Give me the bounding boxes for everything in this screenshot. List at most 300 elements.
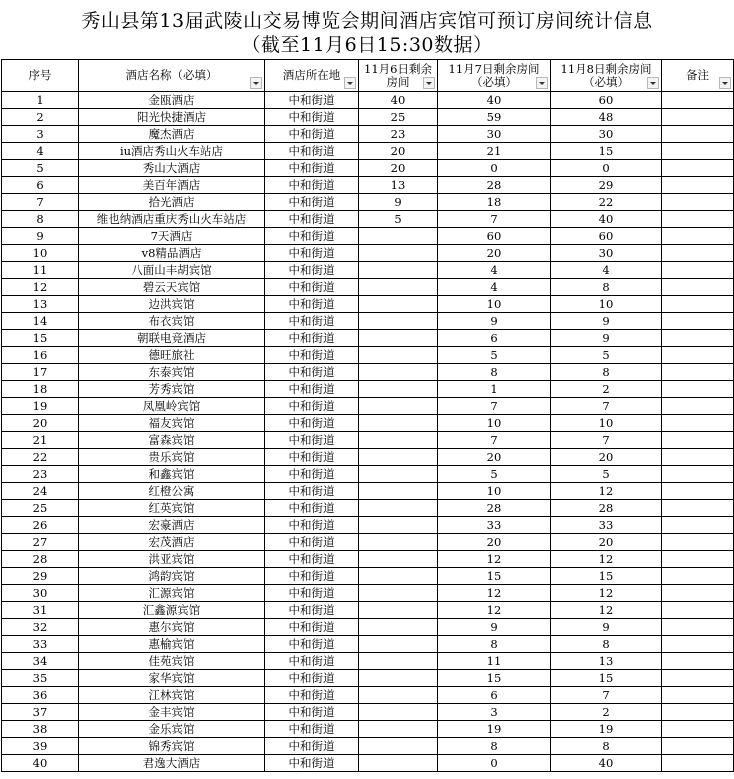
cell-nov6[interactable]: [359, 636, 438, 653]
cell-nov7[interactable]: 9: [438, 313, 551, 330]
cell-nov6[interactable]: [359, 653, 438, 670]
table-row: [2, 517, 734, 534]
cell-nov8[interactable]: 13: [551, 653, 662, 670]
cell-hotel-name[interactable]: 八面山丰胡宾馆: [79, 262, 265, 279]
cell-no[interactable]: 27: [2, 534, 79, 551]
cell-location[interactable]: 中和街道: [265, 653, 359, 670]
cell-nov8[interactable]: 22: [551, 194, 662, 211]
cell-location[interactable]: 中和街道: [265, 347, 359, 364]
cell-no[interactable]: 12: [2, 279, 79, 296]
cell-nov7[interactable]: 60: [438, 228, 551, 245]
cell-hotel-name[interactable]: 汇鑫源宾馆: [79, 602, 265, 619]
cell-nov8[interactable]: 7: [551, 432, 662, 449]
cell-nov6[interactable]: [359, 228, 438, 245]
cell-hotel-name[interactable]: 福友宾馆: [79, 415, 265, 432]
cell-no[interactable]: 23: [2, 466, 79, 483]
cell-nov7[interactable]: 4: [438, 279, 551, 296]
cell-no[interactable]: 18: [2, 381, 79, 398]
cell-no[interactable]: 13: [2, 296, 79, 313]
cell-nov6[interactable]: [359, 585, 438, 602]
table-row: [2, 347, 734, 364]
cell-nov6[interactable]: [359, 704, 438, 721]
cell-note[interactable]: [662, 585, 734, 602]
column-header-label: 11月8日剩余房间（必填）: [560, 61, 652, 89]
cell-hotel-name[interactable]: 宏茂酒店: [79, 534, 265, 551]
cell-nov8[interactable]: 15: [551, 143, 662, 160]
cell-location[interactable]: 中和街道: [265, 432, 359, 449]
cell-nov6[interactable]: [359, 313, 438, 330]
cell-no[interactable]: 19: [2, 398, 79, 415]
cell-no[interactable]: 25: [2, 500, 79, 517]
cell-nov7[interactable]: 1: [438, 381, 551, 398]
cell-note[interactable]: [662, 449, 734, 466]
cell-no[interactable]: 21: [2, 432, 79, 449]
cell-location[interactable]: 中和街道: [265, 330, 359, 347]
cell-nov7[interactable]: 8: [438, 636, 551, 653]
cell-hotel-name[interactable]: 锦秀宾馆: [79, 738, 265, 755]
cell-nov7[interactable]: 8: [438, 364, 551, 381]
cell-nov8[interactable]: 12: [551, 551, 662, 568]
cell-nov8[interactable]: 19: [551, 721, 662, 738]
cell-location[interactable]: 中和街道: [265, 449, 359, 466]
cell-nov6[interactable]: [359, 755, 438, 772]
cell-nov7[interactable]: 33: [438, 517, 551, 534]
cell-no[interactable]: 37: [2, 704, 79, 721]
cell-location[interactable]: 中和街道: [265, 551, 359, 568]
cell-note[interactable]: [662, 347, 734, 364]
cell-nov7[interactable]: 6: [438, 330, 551, 347]
cell-location[interactable]: 中和街道: [265, 92, 359, 109]
cell-location[interactable]: 中和街道: [265, 636, 359, 653]
cell-location[interactable]: 中和街道: [265, 755, 359, 772]
cell-location[interactable]: 中和街道: [265, 109, 359, 126]
cell-nov7[interactable]: 40: [438, 92, 551, 109]
cell-hotel-name[interactable]: 和鑫宾馆: [79, 466, 265, 483]
cell-hotel-name[interactable]: 维也纳酒店重庆秀山火车站店: [79, 211, 265, 228]
cell-location[interactable]: 中和街道: [265, 245, 359, 262]
cell-location[interactable]: 中和街道: [265, 228, 359, 245]
cell-note[interactable]: [662, 381, 734, 398]
cell-nov7[interactable]: 30: [438, 126, 551, 143]
cell-no[interactable]: 35: [2, 670, 79, 687]
cell-no[interactable]: 15: [2, 330, 79, 347]
cell-nov6[interactable]: [359, 432, 438, 449]
cell-nov7[interactable]: 28: [438, 500, 551, 517]
cell-no[interactable]: 17: [2, 364, 79, 381]
cell-hotel-name[interactable]: 魔杰酒店: [79, 126, 265, 143]
cell-nov7[interactable]: 6: [438, 687, 551, 704]
cell-nov6[interactable]: 9: [359, 194, 438, 211]
cell-hotel-name[interactable]: 宏豪酒店: [79, 517, 265, 534]
cell-no[interactable]: 1: [2, 92, 79, 109]
cell-nov8[interactable]: 12: [551, 602, 662, 619]
cell-nov7[interactable]: 4: [438, 262, 551, 279]
cell-location[interactable]: 中和街道: [265, 143, 359, 160]
cell-note[interactable]: [662, 636, 734, 653]
table-row: [2, 619, 734, 636]
cell-hotel-name[interactable]: 金丰宾馆: [79, 704, 265, 721]
cell-no[interactable]: 39: [2, 738, 79, 755]
cell-note[interactable]: [662, 670, 734, 687]
cell-nov6[interactable]: [359, 415, 438, 432]
cell-nov8[interactable]: 8: [551, 738, 662, 755]
cell-nov8[interactable]: 10: [551, 415, 662, 432]
cell-no[interactable]: 31: [2, 602, 79, 619]
filter-dropdown-icon[interactable]: [719, 77, 731, 89]
cell-location[interactable]: 中和街道: [265, 381, 359, 398]
cell-note[interactable]: [662, 568, 734, 585]
cell-nov7[interactable]: 12: [438, 585, 551, 602]
cell-note[interactable]: [662, 534, 734, 551]
cell-location[interactable]: 中和街道: [265, 738, 359, 755]
cell-location[interactable]: 中和街道: [265, 721, 359, 738]
cell-location[interactable]: 中和街道: [265, 279, 359, 296]
table-row: [2, 381, 734, 398]
cell-nov7[interactable]: 8: [438, 738, 551, 755]
cell-nov6[interactable]: [359, 245, 438, 262]
cell-nov6[interactable]: [359, 534, 438, 551]
cell-no[interactable]: 10: [2, 245, 79, 262]
cell-note[interactable]: [662, 398, 734, 415]
cell-no[interactable]: 3: [2, 126, 79, 143]
cell-location[interactable]: 中和街道: [265, 670, 359, 687]
cell-hotel-name[interactable]: 红橙公寓: [79, 483, 265, 500]
cell-nov8[interactable]: 7: [551, 398, 662, 415]
cell-nov7[interactable]: 20: [438, 245, 551, 262]
cell-hotel-name[interactable]: 朝联电竞酒店: [79, 330, 265, 347]
cell-no[interactable]: 2: [2, 109, 79, 126]
cell-nov6[interactable]: [359, 279, 438, 296]
cell-note[interactable]: [662, 602, 734, 619]
hotel-rooms-table: [1, 59, 734, 772]
cell-nov6[interactable]: 13: [359, 177, 438, 194]
cell-hotel-name[interactable]: v8精品酒店: [79, 245, 265, 262]
cell-note[interactable]: [662, 466, 734, 483]
cell-nov6[interactable]: [359, 364, 438, 381]
cell-nov8[interactable]: 60: [551, 92, 662, 109]
cell-hotel-name[interactable]: 惠榆宾馆: [79, 636, 265, 653]
cell-nov6[interactable]: [359, 517, 438, 534]
filter-dropdown-icon[interactable]: [536, 77, 548, 89]
cell-nov6[interactable]: [359, 483, 438, 500]
cell-nov8[interactable]: 4: [551, 262, 662, 279]
cell-no[interactable]: 38: [2, 721, 79, 738]
cell-note[interactable]: [662, 245, 734, 262]
table-row: [2, 194, 734, 211]
cell-nov7[interactable]: 7: [438, 398, 551, 415]
cell-hotel-name[interactable]: 凤凰岭宾馆: [79, 398, 265, 415]
cell-nov8[interactable]: 40: [551, 755, 662, 772]
cell-no[interactable]: 9: [2, 228, 79, 245]
cell-nov6[interactable]: [359, 262, 438, 279]
cell-location[interactable]: 中和街道: [265, 534, 359, 551]
cell-nov7[interactable]: 5: [438, 466, 551, 483]
cell-note[interactable]: [662, 619, 734, 636]
cell-note[interactable]: [662, 160, 734, 177]
cell-nov6[interactable]: 25: [359, 109, 438, 126]
cell-location[interactable]: 中和街道: [265, 313, 359, 330]
cell-hotel-name[interactable]: 阳光快捷酒店: [79, 109, 265, 126]
cell-hotel-name[interactable]: 东泰宾馆: [79, 364, 265, 381]
cell-nov8[interactable]: 28: [551, 500, 662, 517]
cell-hotel-name[interactable]: 富森宾馆: [79, 432, 265, 449]
cell-nov8[interactable]: 8: [551, 279, 662, 296]
filter-dropdown-icon[interactable]: [250, 77, 262, 89]
header-row: [2, 60, 734, 92]
cell-hotel-name[interactable]: 布衣宾馆: [79, 313, 265, 330]
cell-hotel-name[interactable]: 碧云天宾馆: [79, 279, 265, 296]
cell-no[interactable]: 11: [2, 262, 79, 279]
cell-nov7[interactable]: 10: [438, 415, 551, 432]
cell-note[interactable]: [662, 364, 734, 381]
cell-hotel-name[interactable]: 贵乐宾馆: [79, 449, 265, 466]
filter-dropdown-icon[interactable]: [423, 77, 435, 89]
cell-nov6[interactable]: 40: [359, 92, 438, 109]
cell-nov8[interactable]: 48: [551, 109, 662, 126]
cell-nov7[interactable]: 0: [438, 160, 551, 177]
cell-hotel-name[interactable]: 佳苑宾馆: [79, 653, 265, 670]
cell-nov6[interactable]: 23: [359, 126, 438, 143]
cell-nov7[interactable]: 12: [438, 551, 551, 568]
cell-nov7[interactable]: 11: [438, 653, 551, 670]
cell-location[interactable]: 中和街道: [265, 602, 359, 619]
cell-no[interactable]: 16: [2, 347, 79, 364]
cell-location[interactable]: 中和街道: [265, 704, 359, 721]
cell-no[interactable]: 22: [2, 449, 79, 466]
cell-nov6[interactable]: 5: [359, 211, 438, 228]
cell-note[interactable]: [662, 432, 734, 449]
cell-nov6[interactable]: [359, 687, 438, 704]
cell-nov8[interactable]: 9: [551, 313, 662, 330]
cell-hotel-name[interactable]: 秀山大酒店: [79, 160, 265, 177]
cell-hotel-name[interactable]: 汇源宾馆: [79, 585, 265, 602]
cell-nov7[interactable]: 19: [438, 721, 551, 738]
cell-no[interactable]: 5: [2, 160, 79, 177]
cell-nov7[interactable]: 5: [438, 347, 551, 364]
cell-nov6[interactable]: 20: [359, 143, 438, 160]
title-line-2: （截至11月6日15:30数据）: [241, 34, 493, 56]
cell-nov7[interactable]: 10: [438, 296, 551, 313]
cell-nov8[interactable]: 60: [551, 228, 662, 245]
table-row: [2, 415, 734, 432]
cell-hotel-name[interactable]: 金瓯酒店: [79, 92, 265, 109]
cell-hotel-name[interactable]: 德旺旅社: [79, 347, 265, 364]
cell-no[interactable]: 6: [2, 177, 79, 194]
cell-no[interactable]: 8: [2, 211, 79, 228]
cell-location[interactable]: 中和街道: [265, 364, 359, 381]
cell-note[interactable]: [662, 500, 734, 517]
cell-nov6[interactable]: [359, 738, 438, 755]
cell-note[interactable]: [662, 194, 734, 211]
cell-nov8[interactable]: 15: [551, 568, 662, 585]
cell-note[interactable]: [662, 228, 734, 245]
cell-hotel-name[interactable]: 边洪宾馆: [79, 296, 265, 313]
cell-location[interactable]: 中和街道: [265, 500, 359, 517]
cell-nov6[interactable]: [359, 381, 438, 398]
cell-note[interactable]: [662, 721, 734, 738]
cell-nov7[interactable]: 7: [438, 211, 551, 228]
cell-nov8[interactable]: 15: [551, 670, 662, 687]
cell-note[interactable]: [662, 517, 734, 534]
cell-nov8[interactable]: 2: [551, 381, 662, 398]
cell-nov8[interactable]: 8: [551, 364, 662, 381]
column-header-location: [265, 60, 359, 92]
cell-nov8[interactable]: 40: [551, 211, 662, 228]
cell-nov6[interactable]: [359, 330, 438, 347]
cell-nov7[interactable]: 20: [438, 534, 551, 551]
cell-nov8[interactable]: 29: [551, 177, 662, 194]
cell-nov6[interactable]: [359, 347, 438, 364]
cell-hotel-name[interactable]: 江林宾馆: [79, 687, 265, 704]
cell-no[interactable]: 32: [2, 619, 79, 636]
cell-nov7[interactable]: 0: [438, 755, 551, 772]
cell-no[interactable]: 29: [2, 568, 79, 585]
cell-note[interactable]: [662, 653, 734, 670]
cell-hotel-name[interactable]: 芳秀宾馆: [79, 381, 265, 398]
cell-no[interactable]: 20: [2, 415, 79, 432]
cell-nov7[interactable]: 7: [438, 432, 551, 449]
cell-nov8[interactable]: 12: [551, 483, 662, 500]
cell-no[interactable]: 28: [2, 551, 79, 568]
cell-location[interactable]: 中和街道: [265, 415, 359, 432]
cell-location[interactable]: 中和街道: [265, 160, 359, 177]
cell-hotel-name[interactable]: 7天酒店: [79, 228, 265, 245]
cell-nov7[interactable]: 28: [438, 177, 551, 194]
cell-hotel-name[interactable]: iu酒店秀山火车站店: [79, 143, 265, 160]
cell-nov6[interactable]: 20: [359, 160, 438, 177]
cell-nov6[interactable]: [359, 619, 438, 636]
cell-note[interactable]: [662, 109, 734, 126]
cell-nov8[interactable]: 5: [551, 347, 662, 364]
cell-location[interactable]: 中和街道: [265, 398, 359, 415]
cell-nov8[interactable]: 30: [551, 245, 662, 262]
cell-no[interactable]: 30: [2, 585, 79, 602]
cell-note[interactable]: [662, 330, 734, 347]
cell-location[interactable]: 中和街道: [265, 194, 359, 211]
cell-hotel-name[interactable]: 鸿韵宾馆: [79, 568, 265, 585]
cell-nov6[interactable]: [359, 500, 438, 517]
cell-hotel-name[interactable]: 洪亚宾馆: [79, 551, 265, 568]
cell-nov8[interactable]: 2: [551, 704, 662, 721]
cell-note[interactable]: [662, 687, 734, 704]
cell-note[interactable]: [662, 755, 734, 772]
cell-note[interactable]: [662, 738, 734, 755]
cell-note[interactable]: [662, 279, 734, 296]
cell-nov7[interactable]: 10: [438, 483, 551, 500]
cell-location[interactable]: 中和街道: [265, 483, 359, 500]
cell-no[interactable]: 34: [2, 653, 79, 670]
cell-note[interactable]: [662, 551, 734, 568]
cell-nov7[interactable]: 12: [438, 602, 551, 619]
cell-nov7[interactable]: 18: [438, 194, 551, 211]
cell-note[interactable]: [662, 177, 734, 194]
cell-nov6[interactable]: [359, 449, 438, 466]
cell-note[interactable]: [662, 483, 734, 500]
cell-location[interactable]: 中和街道: [265, 585, 359, 602]
cell-hotel-name[interactable]: 君逸大酒店: [79, 755, 265, 772]
cell-note[interactable]: [662, 92, 734, 109]
table-row: [2, 738, 734, 755]
cell-nov7[interactable]: 21: [438, 143, 551, 160]
cell-note[interactable]: [662, 313, 734, 330]
cell-hotel-name[interactable]: 金乐宾馆: [79, 721, 265, 738]
cell-location[interactable]: 中和街道: [265, 296, 359, 313]
cell-hotel-name[interactable]: 红英宾馆: [79, 500, 265, 517]
cell-nov8[interactable]: 12: [551, 585, 662, 602]
cell-nov6[interactable]: [359, 398, 438, 415]
cell-note[interactable]: [662, 143, 734, 160]
cell-nov7[interactable]: 15: [438, 670, 551, 687]
cell-nov8[interactable]: 10: [551, 296, 662, 313]
filter-dropdown-icon[interactable]: [344, 77, 356, 89]
cell-note[interactable]: [662, 262, 734, 279]
cell-no[interactable]: 7: [2, 194, 79, 211]
cell-nov8[interactable]: 9: [551, 330, 662, 347]
filter-dropdown-icon[interactable]: [647, 77, 659, 89]
cell-nov8[interactable]: 20: [551, 534, 662, 551]
cell-no[interactable]: 24: [2, 483, 79, 500]
cell-hotel-name[interactable]: 惠尔宾馆: [79, 619, 265, 636]
cell-nov7[interactable]: 20: [438, 449, 551, 466]
cell-no[interactable]: 36: [2, 687, 79, 704]
cell-note[interactable]: [662, 415, 734, 432]
cell-nov7[interactable]: 3: [438, 704, 551, 721]
cell-location[interactable]: 中和街道: [265, 517, 359, 534]
cell-nov8[interactable]: 33: [551, 517, 662, 534]
cell-nov8[interactable]: 0: [551, 160, 662, 177]
cell-nov8[interactable]: 9: [551, 619, 662, 636]
table-row: [2, 500, 734, 517]
cell-note[interactable]: [662, 126, 734, 143]
cell-nov6[interactable]: [359, 721, 438, 738]
cell-nov8[interactable]: 5: [551, 466, 662, 483]
cell-nov8[interactable]: 20: [551, 449, 662, 466]
cell-no[interactable]: 40: [2, 755, 79, 772]
cell-nov7[interactable]: 9: [438, 619, 551, 636]
cell-note[interactable]: [662, 296, 734, 313]
cell-location[interactable]: 中和街道: [265, 619, 359, 636]
cell-no[interactable]: 14: [2, 313, 79, 330]
cell-location[interactable]: 中和街道: [265, 568, 359, 585]
table-row: [2, 143, 734, 160]
cell-nov6[interactable]: [359, 296, 438, 313]
cell-location[interactable]: 中和街道: [265, 177, 359, 194]
cell-hotel-name[interactable]: 家华宾馆: [79, 670, 265, 687]
cell-location[interactable]: 中和街道: [265, 211, 359, 228]
cell-nov8[interactable]: 8: [551, 636, 662, 653]
cell-nov7[interactable]: 59: [438, 109, 551, 126]
cell-no[interactable]: 33: [2, 636, 79, 653]
cell-location[interactable]: 中和街道: [265, 126, 359, 143]
cell-note[interactable]: [662, 704, 734, 721]
cell-nov8[interactable]: 30: [551, 126, 662, 143]
cell-nov6[interactable]: [359, 568, 438, 585]
cell-note[interactable]: [662, 211, 734, 228]
cell-nov8[interactable]: 7: [551, 687, 662, 704]
cell-nov6[interactable]: [359, 551, 438, 568]
cell-location[interactable]: 中和街道: [265, 466, 359, 483]
cell-nov6[interactable]: [359, 602, 438, 619]
cell-nov6[interactable]: [359, 670, 438, 687]
cell-hotel-name[interactable]: 美百年酒店: [79, 177, 265, 194]
cell-nov7[interactable]: 15: [438, 568, 551, 585]
cell-no[interactable]: 26: [2, 517, 79, 534]
cell-nov6[interactable]: [359, 466, 438, 483]
cell-location[interactable]: 中和街道: [265, 262, 359, 279]
cell-hotel-name[interactable]: 拾光酒店: [79, 194, 265, 211]
cell-no[interactable]: 4: [2, 143, 79, 160]
cell-location[interactable]: 中和街道: [265, 687, 359, 704]
